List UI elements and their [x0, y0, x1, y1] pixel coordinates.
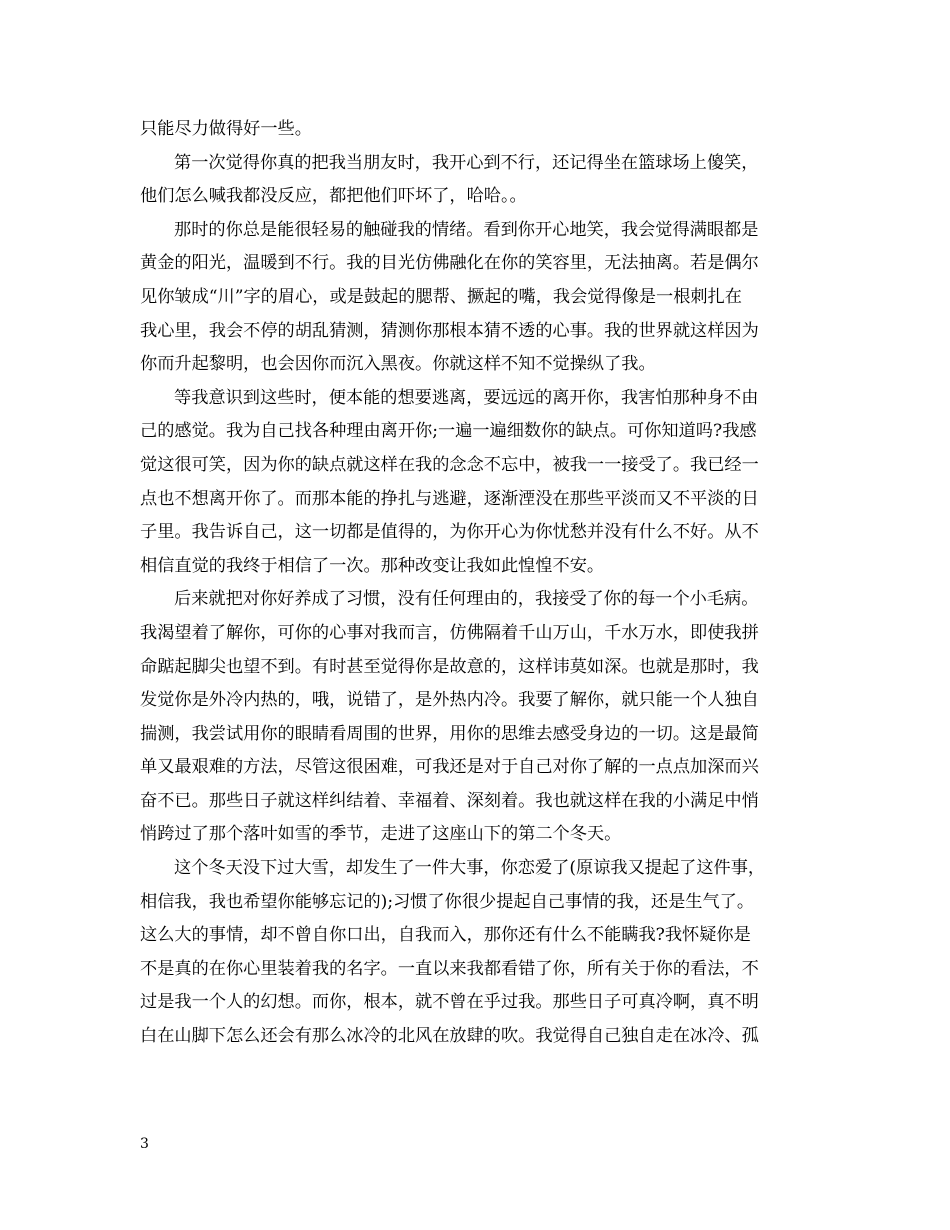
text-line: 相信直觉的我终于相信了一次。那种改变让我如此惶惶不安。 — [140, 555, 605, 576]
text-line: 奋不已。那些日子就这样纠结着、幸福着、深刻着。我也就这样在我的小满足中悄 — [140, 790, 759, 811]
text-line: 我心里，我会不停的胡乱猜测，猜测你那根本猜不透的心事。我的世界就这样因为 — [140, 320, 759, 341]
text-line: 你而升起黎明，也会因你而沉入黑夜。你就这样不知不觉操纵了我。 — [140, 354, 656, 375]
text-line: 己的感觉。我为自己找各种理由离开你;一遍一遍细数你的缺点。可你知道吗?我感 — [140, 421, 757, 442]
text-line: 第一次觉得你真的把我当朋友时，我开心到不行，还记得坐在篮球场上傻笑， — [174, 152, 759, 173]
text-line: 单又最艰难的方法，尽管这很困难，可我还是对于自己对你了解的一点点加深而兴 — [140, 757, 759, 778]
text-line: 这么大的事情，却不曾自你口出，自我而入，那你还有什么不能瞒我?我怀疑你是 — [140, 925, 751, 946]
text-line: 后来就把对你好养成了习惯，没有任何理由的，我接受了你的每一个小毛病。 — [174, 589, 759, 610]
text-line: 揣测，我尝试用你的眼睛看周围的世界，用你的思维去感受身边的一切。这是最简 — [140, 723, 759, 744]
text-line: 那时的你总是能很轻易的触碰我的情绪。看到你开心地笑，我会觉得满眼都是 — [174, 219, 759, 240]
text-line: 只能尽力做得好一些。 — [140, 119, 312, 139]
text-line: 点也不想离开你了。而那本能的挣扎与逃避，逐渐湮没在那些平淡而又不平淡的日 — [140, 488, 759, 509]
text-line: 不是真的在你心里装着我的名字。一直以来我都看错了你，所有关于你的看法，不 — [140, 958, 759, 979]
text-line: 见你皱成“川”字的眉心，或是鼓起的腮帮、撅起的嘴，我会觉得像是一根刺扎在 — [140, 286, 742, 307]
document-body — [140, 113, 815, 1054]
text-line: 我渴望着了解你，可你的心事对我而言，仿佛隔着千山万山，千水万水，即使我拼 — [140, 622, 759, 643]
text-line: 相信我，我也希望你能够忘记的);习惯了你很少提起自己事情的我，还是生气了。 — [140, 891, 755, 912]
text-line: 悄跨过了那个落叶如雪的季节，走进了这座山下的第二个冬天。 — [140, 824, 622, 845]
text-line: 这个冬天没下过大雪，却发生了一件大事，你恋爱了(原谅我又提起了这件事， — [174, 858, 766, 879]
page-number: 3 — [140, 1136, 149, 1152]
text-line: 白在山脚下怎么还会有那么冰冷的北风在放肆的吹。我觉得自己独自走在冰冷、孤 — [140, 1026, 759, 1047]
text-line: 过是我一个人的幻想。而你，根本，就不曾在乎过我。那些日子可真冷啊，真不明 — [140, 992, 759, 1013]
text-line: 命踮起脚尖也望不到。有时甚至觉得你是故意的，这样讳莫如深。也就是那时，我 — [140, 656, 759, 677]
text-line: 觉这很可笑，因为你的缺点就这样在我的念念不忘中，被我一一接受了。我已经一 — [140, 454, 759, 475]
text-line: 子里。我告诉自己，这一切都是值得的，为你开心为你忧愁并没有什么不好。从不 — [140, 522, 759, 543]
text-line: 等我意识到这些时，便本能的想要逃离，要远远的离开你，我害怕那种身不由 — [174, 387, 759, 408]
text-line: 黄金的阳光，温暖到不行。我的目光仿佛融化在你的笑容里，无法抽离。若是偶尔 — [140, 253, 759, 274]
text-line: 发觉你是外冷内热的，哦，说错了，是外热内冷。我要了解你，就只能一个人独自 — [140, 690, 759, 711]
text-line: 他们怎么喊我都没反应，都把他们吓坏了，哈哈。。 — [140, 186, 527, 207]
